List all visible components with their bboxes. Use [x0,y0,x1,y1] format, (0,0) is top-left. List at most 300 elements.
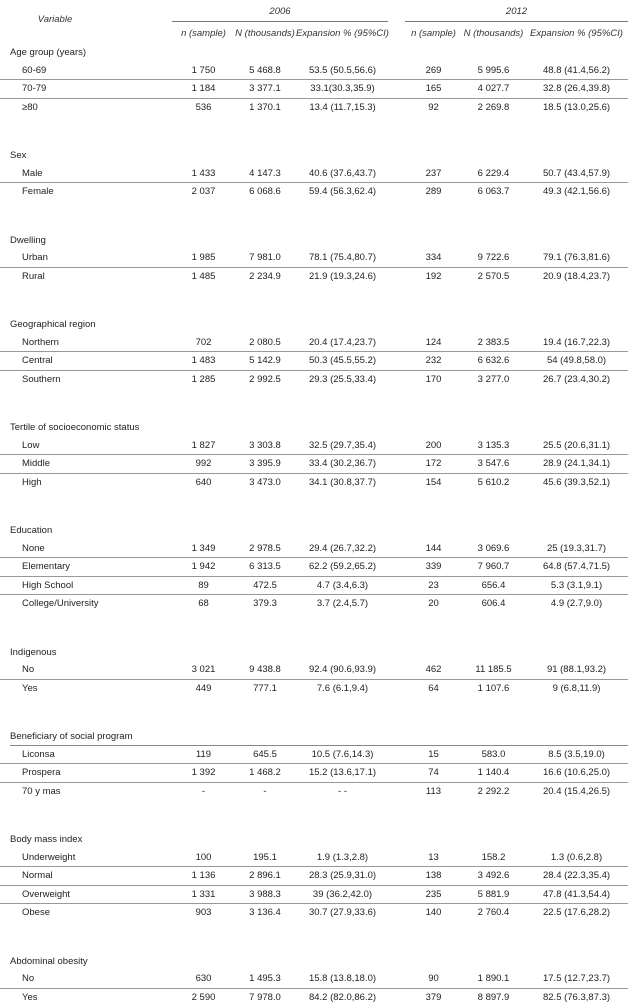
n-sample-2006: 640 [172,473,235,491]
group-label: Abdominal obesity [10,955,88,967]
col-header-expansion-2006: Expansion % (95%CI) [296,28,389,39]
expansion-2012: 54 (49.8,58.0) [525,352,628,371]
n-sample-2006: 1 184 [172,80,235,99]
n-sample-2006: 2 590 [172,988,235,1006]
group-label: Beneficiary of social program [10,731,133,742]
n-sample-2006: 89 [172,576,235,595]
table-bottom-rule [10,745,628,746]
table-row [0,473,628,491]
column-gap [390,988,405,1006]
column-gap [390,98,405,116]
expansion-2012: 20.4 (15.4,26.5) [525,782,628,800]
group-label: Indigenous [10,646,57,658]
table-row [0,455,628,474]
group-header-row [0,232,628,250]
group-header-row [0,522,628,540]
n-sample-2012: 170 [405,370,462,388]
n-thousands-2012: 6 632.6 [462,352,525,371]
n-sample-2012: 92 [405,98,462,116]
spacer-cell [0,613,628,644]
expansion-2012: 8.5 (3.5,19.0) [548,748,605,760]
n-thousands-2006: 2 992.5 [235,370,295,388]
row-label: 70 y mas [0,782,172,800]
expansion-2006: 59.4 (56.3,62.4) [295,183,390,201]
expansion-2012: 22.5 (17.6,28.2) [525,904,628,922]
expansion-2012: 45.6 (39.3,52.1) [525,473,628,491]
expansion-2006: 20.4 (17.4,23.7) [308,336,377,348]
n-sample-2012: 165 [405,80,462,99]
expansion-2012: 4.9 (2.7,9.0) [525,595,628,613]
expansion-2012: 47.8 (41.3,54.4) [525,885,628,904]
n-thousands-2012: 3 492.6 [462,867,525,886]
column-gap [390,267,405,285]
expansion-2006: - - [295,782,390,800]
n-sample-2012: 15 [428,748,439,760]
n-sample-2012: 140 [405,904,462,922]
n-thousands-2006: 1 468.2 [235,764,295,783]
spacer-cell [0,922,628,953]
row-label: No [22,664,35,675]
n-thousands-2012: 3 069.6 [477,542,510,554]
table-row [0,576,628,595]
spacer-cell [0,201,628,232]
column-gap [390,576,405,595]
n-sample-2012: 113 [405,782,462,800]
n-sample-2006: 119 [195,748,212,760]
expansion-2006: 4.7 (3.4,6.3) [295,576,390,595]
group-spacer [0,201,628,232]
n-sample-2012: 64 [405,679,462,697]
column-gap [390,558,405,577]
n-thousands-2006: 7 981.0 [249,252,281,263]
column-gap [390,80,405,99]
year-header-2006: 2006 [269,6,291,17]
expansion-2006: 15.2 (13.6,17.1) [295,764,390,783]
n-sample-2006: 1 483 [172,352,235,371]
n-sample-2006: 1 985 [191,252,216,263]
n-sample-2006: 536 [172,98,235,116]
row-label: 70-79 [0,80,172,99]
year-underline-2006 [172,21,388,22]
results-table [0,44,628,1006]
n-sample-2012: 232 [405,352,462,371]
n-thousands-2006: 3 377.1 [235,80,295,99]
expansion-2006: 84.2 (82.0,86.2) [295,988,390,1006]
expansion-2006: 32.5 (29.7,35.4) [308,439,377,451]
group-spacer [0,491,628,522]
group-spacer [0,388,628,419]
group-label: Education [10,525,53,536]
table-row [0,970,628,988]
expansion-2006: 92.4 (90.6,93.9) [308,664,377,675]
n-thousands-2012: 1 890.1 [477,973,510,984]
year-underline-2012 [405,21,628,22]
n-thousands-2006: 3 303.8 [249,439,281,451]
column-gap [390,885,405,904]
expansion-2012: 64.8 (57.4,71.5) [525,558,628,577]
table-row [0,746,628,764]
col-header-expansion-2012: Expansion % (95%CI) [530,28,623,39]
n-sample-2006: 702 [195,336,212,348]
n-thousands-2012: 5 995.6 [477,64,510,76]
expansion-2012: 48.8 (41.4,56.2) [542,64,611,76]
n-thousands-2012: 5 610.2 [462,473,525,491]
expansion-2006: 21.9 (19.3,24.6) [295,267,390,285]
year-header-2012: 2012 [505,6,528,17]
n-sample-2012: 74 [405,764,462,783]
n-sample-2006: 1 750 [191,64,216,76]
table-row [0,249,628,267]
n-thousands-2006: 3 136.4 [235,904,295,922]
group-spacer [0,922,628,953]
column-gap [390,764,405,783]
column-gap [390,679,405,697]
n-thousands-2012: 3 277.0 [462,370,525,388]
n-thousands-2006: 1 495.3 [249,973,281,984]
row-label: ≥80 [0,98,172,116]
n-thousands-2006: 6 313.5 [235,558,295,577]
n-thousands-2006: 4 147.3 [249,167,281,179]
column-gap [390,540,405,558]
table-row [0,782,628,800]
expansion-2012: 20.9 (18.4,23.7) [525,267,628,285]
table-row [0,370,628,388]
expansion-2012: 5.3 (3.1,9.1) [525,576,628,595]
n-thousands-2006: 2 080.5 [249,336,281,348]
group-header-row [0,953,628,971]
table-row [0,849,628,867]
n-sample-2006: 1 392 [172,764,235,783]
group-label: Tertile of socioeconomic status [10,422,140,433]
expansion-2006: 10.5 (7.6,14.3) [311,748,374,760]
n-sample-2012: 339 [405,558,462,577]
n-thousands-2012: 8 897.9 [462,988,525,1006]
n-thousands-2012: 606.4 [462,595,525,613]
expansion-2006: 53.5 (50.5,56.6) [308,64,377,76]
n-sample-2006: 1 433 [191,167,216,179]
n-sample-2006: 100 [195,851,212,863]
n-thousands-2006: 5 142.9 [235,352,295,371]
row-label: Liconsa [22,748,55,760]
n-sample-2012: 20 [405,595,462,613]
n-sample-2006: 2 037 [172,183,235,201]
expansion-2012: 49.3 (42.1,56.6) [525,183,628,201]
row-label: 60-69 [22,64,47,76]
n-thousands-2006: 2 978.5 [249,542,281,554]
expansion-2006: 78.1 (75.4,80.7) [308,252,377,263]
column-gap [390,970,405,988]
row-label: High School [0,576,172,595]
row-label: Rural [0,267,172,285]
n-thousands-2012: 583.0 [481,748,506,760]
group-header-row [0,316,628,334]
n-thousands-2006: - [235,782,295,800]
n-sample-2012: 154 [405,473,462,491]
row-label: Underweight [22,851,76,863]
row-label: Northern [22,336,59,348]
table-row [0,540,628,558]
n-sample-2012: 334 [425,252,442,263]
n-thousands-2012: 2 269.8 [462,98,525,116]
n-sample-2006: 903 [172,904,235,922]
expansion-2006: 33.4 (30.2,36.7) [295,455,390,474]
n-thousands-2006: 777.1 [235,679,295,697]
column-gap [390,904,405,922]
row-label: Obese [0,904,172,922]
n-sample-2006: 1 827 [191,439,216,451]
group-header-row [0,147,628,165]
column-gap [390,867,405,886]
expansion-2012: 19.4 (16.7,22.3) [542,336,611,348]
column-gap [390,455,405,474]
n-thousands-2006: 195.1 [253,851,277,863]
expansion-2006: 40.6 (37.6,43.7) [308,167,377,179]
n-sample-2006: 1 349 [191,542,216,554]
expansion-2006: 62.2 (59.2,65.2) [295,558,390,577]
n-sample-2006: 1 942 [172,558,235,577]
table-row [0,679,628,697]
expansion-2012: 1.3 (0.6,2.8) [550,851,603,863]
group-header-row [0,44,628,62]
table-row [0,62,628,80]
expansion-2012: 25 (19.3,31.7) [546,542,607,554]
expansion-2006: 3.7 (2.4,5.7) [295,595,390,613]
n-thousands-2012: 7 960.7 [462,558,525,577]
expansion-2012: 79.1 (76.3,81.6) [542,252,611,263]
expansion-2012: 91 (88.1,93.2) [546,664,607,675]
column-gap [390,473,405,491]
row-label: Low [22,439,40,451]
n-sample-2012: 144 [425,542,442,554]
group-label: Dwelling [10,234,46,246]
n-thousands-2012: 9 722.6 [477,252,510,263]
n-sample-2006: 1 485 [172,267,235,285]
group-label: Geographical region [10,319,96,330]
group-label: Sex [10,150,27,161]
column-gap [390,334,405,352]
row-label: Yes [0,679,172,697]
expansion-2006: 50.3 (45.5,55.2) [295,352,390,371]
row-label: Elementary [0,558,172,577]
group-spacer [0,285,628,316]
n-thousands-2012: 3 135.3 [477,439,510,451]
column-gap [390,849,405,867]
row-label: Southern [0,370,172,388]
table-row [0,267,628,285]
expansion-2012: 26.7 (23.4,30.2) [525,370,628,388]
n-sample-2012: 235 [405,885,462,904]
n-thousands-2012: 2 292.2 [462,782,525,800]
expansion-2006: 7.6 (6.1,9.4) [295,679,390,697]
expansion-2006: 1.9 (1.3,2.8) [316,851,369,863]
row-label: Yes [0,988,172,1006]
expansion-2006: 13.4 (11.7,15.3) [295,98,390,116]
n-sample-2012: 172 [405,455,462,474]
column-gap [390,249,405,267]
n-sample-2006: 1 331 [172,885,235,904]
row-label: Middle [0,455,172,474]
table-row [0,80,628,99]
n-thousands-2012: 5 881.9 [462,885,525,904]
spacer-cell [0,491,628,522]
n-thousands-2006: 379.3 [235,595,295,613]
table-row [0,661,628,679]
col-header-N-2006: N (thousands) [235,28,295,39]
table-row [0,165,628,183]
expansion-2006: 28.3 (25.9,31.0) [295,867,390,886]
table-row [0,885,628,904]
n-sample-2012: 13 [428,851,439,863]
n-thousands-2012: 2 383.5 [477,336,510,348]
expansion-2012: 17.5 (12.7,23.7) [542,973,611,984]
group-header-row [0,831,628,849]
n-sample-2006: - [172,782,235,800]
expansion-2012: 9 (6.8,11.9) [525,679,628,697]
expansion-2012: 82.5 (76.3,87.3) [525,988,628,1006]
column-gap [390,352,405,371]
n-thousands-2012: 6 229.4 [477,167,510,179]
expansion-2006: 15.8 (13.8,18.0) [308,973,377,984]
n-thousands-2012: 3 547.6 [462,455,525,474]
expansion-2012: 28.9 (24.1,34.1) [525,455,628,474]
n-thousands-2012: 6 063.7 [462,183,525,201]
expansion-2006: 39 (36.2,42.0) [295,885,390,904]
n-sample-2006: 630 [195,973,212,984]
n-thousands-2006: 2 896.1 [235,867,295,886]
row-label: Normal [0,867,172,886]
column-gap [390,661,405,679]
row-label: Female [0,183,172,201]
table-row [0,352,628,371]
n-thousands-2006: 6 068.6 [235,183,295,201]
n-thousands-2012: 1 107.6 [462,679,525,697]
expansion-2012: 32.8 (26.4,39.8) [525,80,628,99]
expansion-2006: 29.3 (25.5,33.4) [295,370,390,388]
n-thousands-2012: 2 570.5 [462,267,525,285]
group-label: Body mass index [10,834,83,845]
n-sample-2012: 462 [425,664,442,675]
table-row [0,334,628,352]
table-row [0,595,628,613]
expansion-2012: 16.6 (10.6,25.0) [525,764,628,783]
n-sample-2012: 200 [425,439,442,451]
n-sample-2012: 124 [425,336,442,348]
n-sample-2012: 269 [425,64,442,76]
table-row [0,98,628,116]
row-label: Prospera [0,764,172,783]
n-thousands-2006: 7 978.0 [235,988,295,1006]
table-row [0,437,628,455]
spacer-cell [0,697,628,728]
row-label: Central [0,352,172,371]
n-thousands-2006: 3 988.3 [235,885,295,904]
column-gap [390,183,405,201]
group-header-row [0,419,628,437]
n-sample-2006: 68 [172,595,235,613]
n-sample-2012: 23 [405,576,462,595]
n-thousands-2012: 656.4 [462,576,525,595]
column-gap [390,746,405,764]
variable-header: Variable [37,14,73,25]
group-spacer [0,116,628,147]
column-gap [390,165,405,183]
n-thousands-2006: 3 473.0 [235,473,295,491]
col-header-n-2012: n (sample) [411,28,456,39]
spacer-cell [0,285,628,316]
group-spacer [0,613,628,644]
column-gap [390,437,405,455]
spacer-cell [0,388,628,419]
row-label: Overweight [0,885,172,904]
expansion-2012: 25.5 (20.6,31.1) [542,439,611,451]
expansion-2006: 29.4 (26.7,32.2) [308,542,377,554]
n-thousands-2006: 2 234.9 [235,267,295,285]
group-header-row [0,728,628,746]
group-label: Age group (years) [10,47,87,58]
n-thousands-2006: 3 395.9 [235,455,295,474]
expansion-2012: 50.7 (43.4,57.9) [542,167,611,179]
expansion-2006: 30.7 (27.9,33.6) [295,904,390,922]
n-sample-2012: 90 [428,973,439,984]
n-thousands-2012: 11 185.5 [475,664,512,675]
column-gap [390,595,405,613]
table-row [0,988,628,1006]
n-thousands-2006: 472.5 [235,576,295,595]
spacer-cell [0,116,628,147]
n-thousands-2012: 158.2 [481,851,506,863]
table-row [0,904,628,922]
n-sample-2012: 289 [405,183,462,201]
n-sample-2006: 1 285 [172,370,235,388]
table-row [0,764,628,783]
row-label: High [0,473,172,491]
n-thousands-2012: 4 027.7 [462,80,525,99]
spacer-cell [0,800,628,831]
n-sample-2012: 379 [405,988,462,1006]
n-sample-2012: 237 [425,167,442,179]
n-sample-2012: 192 [405,267,462,285]
n-thousands-2012: 2 760.4 [462,904,525,922]
table-row [0,183,628,201]
n-thousands-2006: 5 468.8 [249,64,281,76]
column-gap [390,782,405,800]
table-row [0,558,628,577]
expansion-2012: 28.4 (22.3,35.4) [525,867,628,886]
column-gap [390,62,405,80]
row-label: Male [22,167,43,179]
n-thousands-2006: 9 438.8 [249,664,281,675]
n-thousands-2006: 1 370.1 [235,98,295,116]
group-spacer [0,697,628,728]
row-label: None [22,542,45,554]
n-sample-2006: 449 [172,679,235,697]
row-label: No [22,973,35,984]
group-header-row [0,644,628,662]
group-spacer [0,800,628,831]
n-sample-2006: 1 136 [172,867,235,886]
expansion-2006: 33.1(30.3,35.9) [295,80,390,99]
n-sample-2006: 992 [172,455,235,474]
n-thousands-2006: 645.5 [253,748,277,760]
col-header-n-2006: n (sample) [181,28,226,39]
expansion-2006: 34.1 (30.8,37.7) [295,473,390,491]
n-thousands-2012: 1 140.4 [462,764,525,783]
row-label: Urban [22,252,48,263]
col-header-N-2012: N (thousands) [463,28,524,39]
expansion-2012: 18.5 (13.0,25.6) [525,98,628,116]
n-sample-2006: 3 021 [191,664,216,675]
column-gap [390,370,405,388]
